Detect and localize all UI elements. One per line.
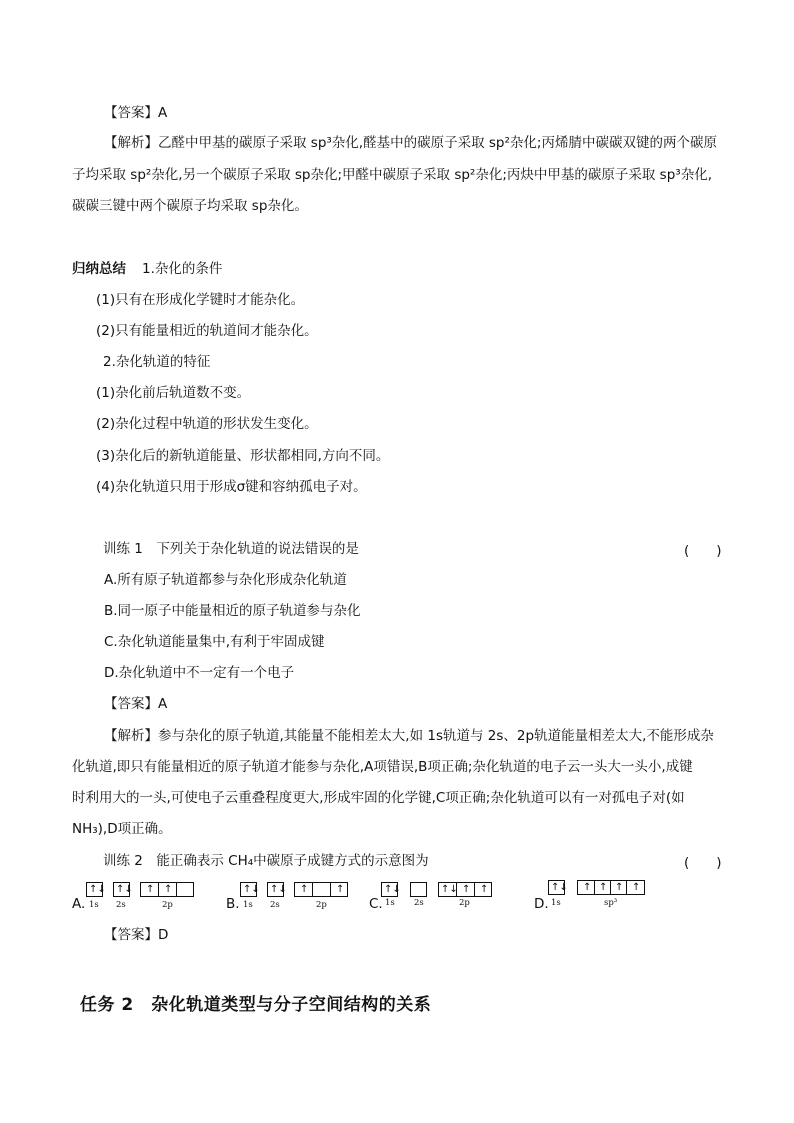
question-1-answer: 【答案】A xyxy=(104,696,168,712)
option-a-2s-label: 2s xyxy=(116,900,126,910)
summary-condition-2: (2)只有能量相近的轨道间才能杂化。 xyxy=(96,323,318,339)
electron-pair-icon: ↑↓ xyxy=(89,884,106,895)
option-b-2s-orbital xyxy=(267,882,287,897)
question-1-option-b: B.同一原子中能量相近的原子轨道参与杂化 xyxy=(104,603,361,619)
question-1-analysis-line-2: 化轨道,即只有能量相近的原子轨道才能参与杂化,A项错误,B项正确;杂化轨道的电子云一头大一头小,成键 xyxy=(72,759,693,775)
question-2-option-d-label: D. xyxy=(534,896,549,912)
option-b-2p-orbitals xyxy=(294,882,348,897)
electron-up-icon: ↑ xyxy=(480,884,489,895)
electron-up-icon: ↑ xyxy=(146,884,155,895)
question-1-analysis-line-1: 【解析】参与杂化的原子轨道,其能量不能相差太大,如 1s轨道与 2s、2p轨道能量相差太大,不能形成杂 xyxy=(104,728,714,744)
option-a-1s-label: 1s xyxy=(89,900,99,910)
electron-up-icon: ↑ xyxy=(599,882,608,893)
summary-feature-1: (1)杂化前后轨道数不变。 xyxy=(96,385,251,401)
option-b-2s-label: 2s xyxy=(270,900,280,910)
electron-up-icon: ↑ xyxy=(164,884,173,895)
option-c-1s-orbital xyxy=(381,882,401,897)
electron-up-icon: ↑ xyxy=(462,884,471,895)
question-1-analysis-line-3: 时利用大的一头,可使电子云重叠程度更大,形成牢固的化学键,C项正确;杂化轨道可以有一对孤电子对(如 xyxy=(72,790,685,806)
question-2-stem: 训练 2 能正确表示 CH₄中碳原子成键方式的示意图为 xyxy=(103,853,429,869)
option-c-1s-label: 1s xyxy=(385,898,395,908)
summary-title-1: 1.杂化的条件 xyxy=(142,261,223,277)
option-d-sp3-orbitals xyxy=(577,880,645,895)
question-2-answer: 【答案】D xyxy=(104,927,169,943)
task-2-heading: 任务 2 杂化轨道类型与分子空间结构的关系 xyxy=(80,995,432,1015)
electron-pair-icon: ↑↓ xyxy=(551,882,568,893)
option-b-1s-orbital xyxy=(240,882,260,897)
electron-up-icon: ↑ xyxy=(632,882,641,893)
option-b-2p-label: 2p xyxy=(316,900,327,910)
electron-up-icon: ↑ xyxy=(615,882,624,893)
option-c-2p-orbitals xyxy=(438,882,492,897)
question-1-analysis-line-4: NH₃),D项正确。 xyxy=(72,821,172,837)
question-2-answer-blank: ( ) xyxy=(684,855,722,871)
question-2-option-c-label: C. xyxy=(369,896,383,912)
question-2-option-a-label: A. xyxy=(72,896,86,912)
electron-up-icon: ↑ xyxy=(583,882,592,893)
analysis-1-line-2: 子均采取 sp²杂化,另一个碳原子采取 sp杂化;甲醛中碳原子采取 sp²杂化;丙炔中甲基的碳原子采取 sp³杂化, xyxy=(72,167,712,183)
option-a-1s-orbital xyxy=(86,882,106,897)
question-1-option-d: D.杂化轨道中不一定有一个电子 xyxy=(104,665,295,681)
option-a-2p-orbitals xyxy=(140,882,194,897)
question-1-option-a: A.所有原子轨道都参与杂化形成杂化轨道 xyxy=(104,572,347,588)
analysis-1-line-3: 碳碳三键中两个碳原子均采取 sp杂化。 xyxy=(72,198,308,214)
summary-title-2: 2.杂化轨道的特征 xyxy=(103,354,211,370)
summary-feature-4: (4)杂化轨道只用于形成σ键和容纳孤电子对。 xyxy=(96,479,367,495)
question-1-answer-blank: ( ) xyxy=(684,543,722,559)
question-2-option-b-label: B. xyxy=(226,896,240,912)
electron-up-icon: ↑ xyxy=(300,884,309,895)
option-c-2s-orbital xyxy=(410,882,427,897)
electron-pair-icon: ↑↓ xyxy=(116,884,133,895)
option-c-2p-label: 2p xyxy=(459,898,470,908)
option-d-sp3-label: sp³ xyxy=(604,898,618,908)
electron-up-icon: ↑ xyxy=(336,884,345,895)
summary-condition-1: (1)只有在形成化学键时才能杂化。 xyxy=(96,292,305,308)
electron-pair-icon: ↑↓ xyxy=(243,884,260,895)
option-b-1s-label: 1s xyxy=(243,900,253,910)
analysis-1-line-1: 【解析】乙醛中甲基的碳原子采取 sp³杂化,醛基中的碳原子采取 sp²杂化;丙烯腈中碳碳双键的两个碳原 xyxy=(104,135,717,151)
option-c-2s-label: 2s xyxy=(414,898,424,908)
option-a-2p-label: 2p xyxy=(162,900,173,910)
answer-1: 【答案】A xyxy=(104,105,168,121)
electron-pair-icon: ↑↓ xyxy=(270,884,287,895)
question-1-option-c: C.杂化轨道能量集中,有利于牢固成键 xyxy=(104,634,325,650)
question-1-stem: 训练 1 下列关于杂化轨道的说法错误的是 xyxy=(103,541,359,557)
summary-label: 归纳总结 xyxy=(72,261,126,277)
summary-feature-3: (3)杂化后的新轨道能量、形状都相同,方向不同。 xyxy=(96,448,390,464)
electron-pair-icon: ↑↓ xyxy=(384,884,401,895)
summary-feature-2: (2)杂化过程中轨道的形状发生变化。 xyxy=(96,416,318,432)
option-a-2s-orbital xyxy=(113,882,133,897)
option-d-1s-label: 1s xyxy=(551,898,561,908)
option-d-1s-orbital xyxy=(548,880,568,895)
electron-pair-icon: ↑↓ xyxy=(441,884,458,895)
